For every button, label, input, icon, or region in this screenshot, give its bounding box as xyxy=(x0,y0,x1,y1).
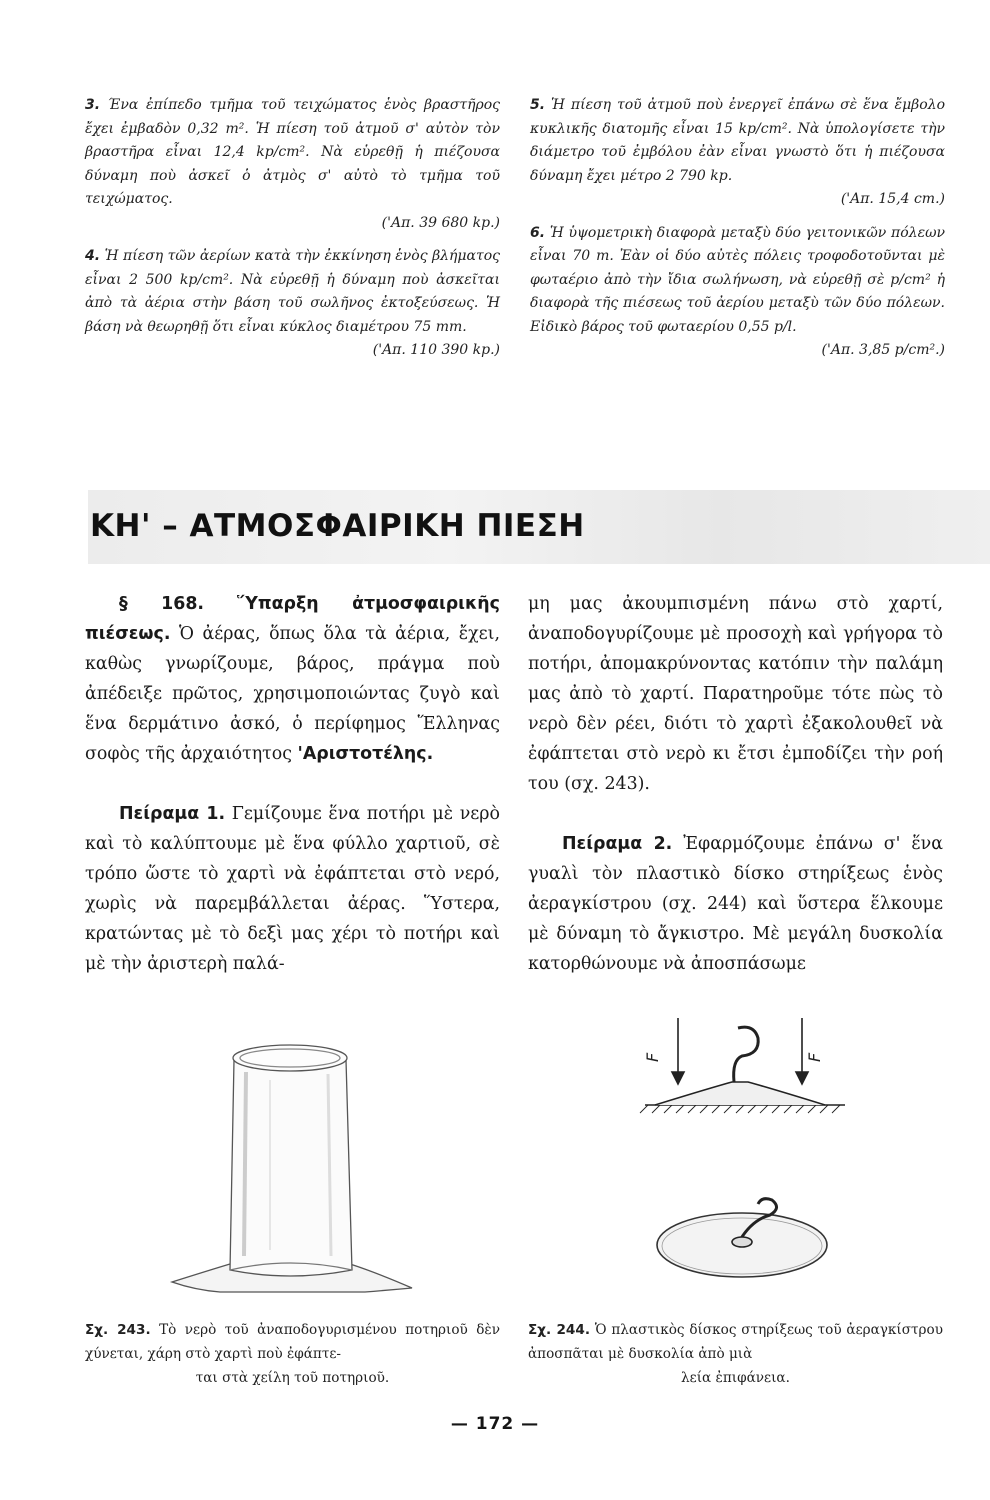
exercise-answer: ('Απ. 39 680 kp.) xyxy=(381,214,500,231)
exercise-answer: ('Απ. 110 390 kp.) xyxy=(372,342,500,358)
exercise-number: 6. xyxy=(530,224,546,241)
exercise-answer: ('Απ. 15,4 cm.) xyxy=(840,191,945,207)
exercises-right-column xyxy=(530,94,945,363)
hook xyxy=(734,1027,759,1082)
figure-243-caption-text: Τὸ νερὸ τοῦ ἀναποδογυρισμένου ποτηριοῦ δὲν χύνεται, χάρη στὸ χαρτὶ ποὺ ἐφάπτε- xyxy=(85,1322,500,1362)
force-label-left: F xyxy=(643,1052,662,1062)
figure-244-caption-text: Ὁ πλαστικὸς δίσκος στηρίξεως τοῦ ἀεραγκίστρου ἀποσπᾶται μὲ δυσκολία ἀπὸ μιὰ xyxy=(528,1322,943,1362)
experiment-1-continuation: μη μας ἀκουμπισμένη πάνω στὸ χαρτί, ἀναποδογυρίζουμε μὲ προσοχὴ καὶ γρήγορα τὸ ποτήρι, ἀπομακρύνοντας κατόπιν τὴν παλάμη μας ἀπὸ τὸ χαρτί. Παρατηροῦμε τότε πὼς τὸ νερὸ δὲν ρέει, διότι τὸ χαρτὶ ἐξακολουθεῖ νὰ ἐφάπτεται στὸ νερὸ κι ἔτσι ἐμποδίζει τὴν ροή του (σχ. 243). xyxy=(528,594,943,794)
experiment-1-label: Πείραμα 1. xyxy=(119,804,226,824)
figure-243-caption-end: ται στὰ χείλη τοῦ ποτηριοῦ. xyxy=(195,1370,390,1386)
exercise-6 xyxy=(530,222,945,363)
page-number: — 172 — xyxy=(450,1414,540,1434)
section-text: Ὁ ἀέρας, ὅπως ὅλα τὰ ἀέρια, ἔχει, καθὼς γνωρίζουμε, βάρος, πράγμα ποὺ ἀπέδειξε πρῶτος, χρησιμοποιώντας ζυγὸ καὶ ἕνα δερμάτινο ἀσκό, ὁ περίφημος Ἕλληνας σοφὸς τῆς ἀρχαιότητος xyxy=(85,624,500,764)
experiment-2-paragraph xyxy=(528,829,943,979)
exercise-3 xyxy=(85,94,500,235)
exercise-answer: ('Απ. 3,85 p/cm².) xyxy=(821,342,945,358)
exercise-4 xyxy=(85,245,500,363)
exercise-number: 3. xyxy=(85,97,101,113)
figure-244-caption xyxy=(528,1318,943,1390)
figure-243-label: Σχ. 243. xyxy=(85,1322,151,1338)
exercise-text: Ένα ἐπίπεδο τμῆμα τοῦ τειχώματος ἑνὸς βραστῆρος ἔχει ἐμβαδὸν 0,32 m². Ἡ πίεση τοῦ ἀτμοῦ σ' αὐτὸν τὸν βραστῆρα εἶναι 12,4 kp/cm². Νὰ εὑρεθῇ ἡ πιέζουσα δύναμη ποὺ ἀσκεῖ ὁ ἀτμὸς σ' αὐτὸ τὸ τμῆμα τοῦ τειχώματος. xyxy=(85,97,501,207)
experiment-2-text: Ἐφαρμόζουμε ἐπάνω σ' ἕνα γυαλὶ τὸν πλαστικὸ δίσκο στηρίξεως ἑνὸς ἀεραγκίστρου (σχ. 244) καὶ ὕστερα ἕλκουμε μὲ δύναμη τὸ ἄγκιστρο. Μὲ μεγάλη δυσκολία κατορθώνουμε νὰ ἀποσπάσωμε xyxy=(528,834,943,974)
figure-243-caption xyxy=(85,1318,500,1390)
body-left-column xyxy=(85,589,500,979)
exercise-number: 5. xyxy=(530,97,546,113)
exercise-text: Ἡ ὑψομετρικὴ διαφορὰ μεταξὺ δύο γειτονικῶν πόλεων εἶναι 70 m. Ἐὰν οἱ δύο αὐτὲς πόλεις τροφοδοτοῦνται μὲ φωταέριο ἀπὸ τὴν ἴδια σωλήνωση, νὰ εὑρεθῇ σὲ p/cm² ἡ διαφορὰ τῆς πιέσεως τοῦ ἀερίου μεταξὺ τῶν δύο πόλεων. Εἰδικὸ βάρος τοῦ φωταερίου 0,55 p/l. xyxy=(530,224,946,335)
experiment-1-paragraph xyxy=(85,799,500,979)
glass-body xyxy=(230,1060,352,1276)
aristotle-name: 'Αριστοτέλης. xyxy=(297,744,434,764)
section-168 xyxy=(85,589,500,769)
figure-243-inverted-glass xyxy=(150,1020,430,1310)
exercise-text: Ἡ πίεση τῶν ἀερίων κατὰ τὴν ἐκκίνηση ἑνὸς βλήματος εἶναι 2 500 kp/cm². Νὰ εὑρεθῇ ἡ δύναμη ποὺ ἀσκεῖται ἀπὸ τὰ ἀέρια στὴν βάση τοῦ σωλῆνος ἐκτοξεύσεως. Ἡ βάση νὰ θεωρηθῇ ὅτι εἶναι κύκλος διαμέτρου 75 mm. xyxy=(85,248,501,335)
exercises-left-column xyxy=(85,94,500,363)
figure-244-suction-hook xyxy=(620,1010,860,1310)
suction-cup-profile xyxy=(655,1082,825,1105)
force-label-right: F xyxy=(805,1052,824,1062)
exercise-text: Ἡ πίεση τοῦ ἀτμοῦ ποὺ ἐνεργεῖ ἐπάνω σὲ ἕνα ἔμβολο κυκλικῆς διατομῆς εἶναι 15 kp/cm². Νὰ ὑπολογίσετε τὴν διάμετρο τοῦ ἐμβόλου ἐὰν εἶναι γνωστὸ ὅτι ἡ πιέζουσα δύναμη ἔχει μέτρο 2 790 kp. xyxy=(530,97,945,184)
experiment-2-label: Πείραμα 2. xyxy=(562,834,673,854)
exercise-5 xyxy=(530,94,945,212)
figure-244-label: Σχ. 244. xyxy=(528,1322,591,1338)
figure-244-caption-end: λεία ἐπιφάνεια. xyxy=(681,1370,790,1386)
chapter-title: ΚΗ' – ΑΤΜΟΣΦΑΙΡΙΚΗ ΠΙΕΣΗ xyxy=(90,508,585,544)
section-heading: Ὕπαρξη ἀτμοσφαιρικῆς πιέσεως. xyxy=(85,594,500,644)
exercise-number: 4. xyxy=(85,248,101,264)
body-right-column xyxy=(528,589,943,979)
section-number: § 168. xyxy=(119,594,205,614)
experiment-1-text: Γεμίζουμε ἕνα ποτήρι μὲ νερὸ καὶ τὸ καλύπτουμε μὲ ἕνα φύλλο χαρτιοῦ, σὲ τρόπο ὥστε τὸ χαρτὶ νὰ ἐφάπτεται στὸ νερό, χωρὶς νὰ παρεμβάλλεται ἀέρας. Ὕστερα, κρατώντας μὲ τὸ δεξὶ μας χέρι τὸ ποτήρι καὶ μὲ τὴν ἀριστερὴ παλά- xyxy=(85,804,500,974)
